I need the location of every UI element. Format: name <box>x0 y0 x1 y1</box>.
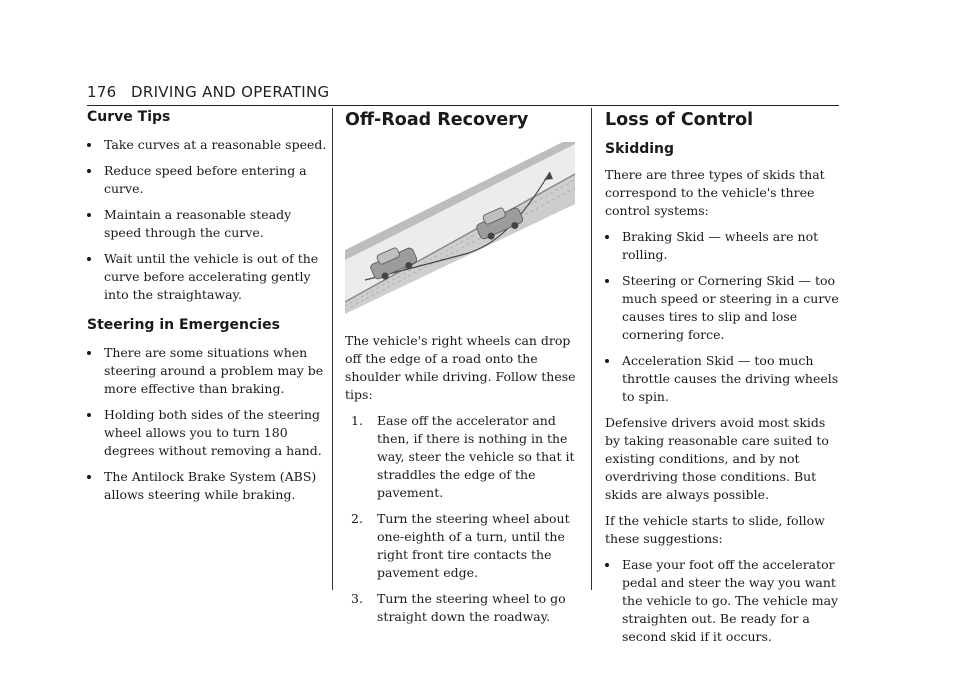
list-item: Maintain a reasonable steady speed through the curve. <box>87 206 327 242</box>
list-item: Reduce speed before entering a curve. <box>87 162 327 198</box>
bullet-icon <box>87 143 91 147</box>
list-item: Steering or Cornering Skid — too much speed or steering in a curve causes tires to slip and lose cornering force. <box>605 272 841 344</box>
bullet-icon <box>87 351 91 355</box>
curve-tips-list <box>87 136 327 304</box>
slide-suggestions-intro: If the vehicle starts to slide, follow these suggestions: <box>605 513 825 546</box>
list-item: Wait until the vehicle is out of the curve before accelerating gently into the straightaway. <box>87 250 327 304</box>
skidding-intro: There are three types of skids that correspond to the vehicle's three control systems: <box>605 167 825 218</box>
list-item: 2. Turn the steering wheel about one-eighth of a turn, until the right front tire contacts the pavement edge. <box>351 511 570 580</box>
bullet-icon <box>87 475 91 479</box>
off-road-steps <box>345 412 581 626</box>
bullet-icon <box>605 563 609 567</box>
bullet-icon <box>87 213 91 217</box>
off-road-heading: Off-Road Recovery <box>345 110 529 130</box>
off-road-recovery-illustration <box>345 142 575 314</box>
list-item: There are some situations when steering around a problem may be more effective than braking. <box>87 344 327 398</box>
bullet-icon <box>87 413 91 417</box>
list-item: Take curves at a reasonable speed. <box>87 136 327 154</box>
page-header <box>87 83 839 106</box>
skidding-heading: Skidding <box>605 141 675 157</box>
bullet-icon <box>605 279 609 283</box>
skid-types-list <box>605 228 841 406</box>
curve-tips-heading: Curve Tips <box>87 109 171 125</box>
column-right <box>605 108 841 654</box>
loss-of-control-heading: Loss of Control <box>605 110 754 130</box>
off-road-intro: The vehicle's right wheels can drop off the edge of a road onto the shoulder while driving. Follow these tips: <box>345 333 576 402</box>
slide-suggestions-list <box>605 556 841 646</box>
list-item: The Antilock Brake System (ABS) allows steering while braking. <box>87 468 327 504</box>
list-item: Holding both sides of the steering wheel allows you to turn 180 degrees without removing a hand. <box>87 406 327 460</box>
column-divider <box>591 108 592 590</box>
steering-list <box>87 344 327 504</box>
bullet-icon <box>87 169 91 173</box>
section-title: DRIVING AND OPERATING <box>131 83 330 101</box>
list-item: Acceleration Skid — too much throttle causes the driving wheels to spin. <box>605 352 841 406</box>
bullet-icon <box>605 359 609 363</box>
defensive-drivers-paragraph: Defensive drivers avoid most skids by taking reasonable care suited to existing conditions, and by not overdriving those conditions. But skids are always possible. <box>605 415 829 502</box>
bullet-icon <box>87 257 91 261</box>
column-divider <box>332 108 333 590</box>
list-item: 3. Turn the steering wheel to go straight down the roadway. <box>351 591 566 624</box>
column-middle <box>345 108 581 634</box>
list-item: Ease your foot off the accelerator pedal and steer the way you want the vehicle to go. The vehicle may straighten out. Be ready for a second skid if it occurs. <box>605 556 841 646</box>
steering-heading: Steering in Emergencies <box>87 317 280 333</box>
list-item: 1. Ease off the accelerator and then, if there is nothing in the way, steer the vehicle so that it straddles the edge of the pavement. <box>351 413 575 500</box>
column-left <box>87 108 327 512</box>
list-item: Braking Skid — wheels are not rolling. <box>605 228 841 264</box>
bullet-icon <box>605 235 609 239</box>
page-number: 176 <box>87 83 117 101</box>
